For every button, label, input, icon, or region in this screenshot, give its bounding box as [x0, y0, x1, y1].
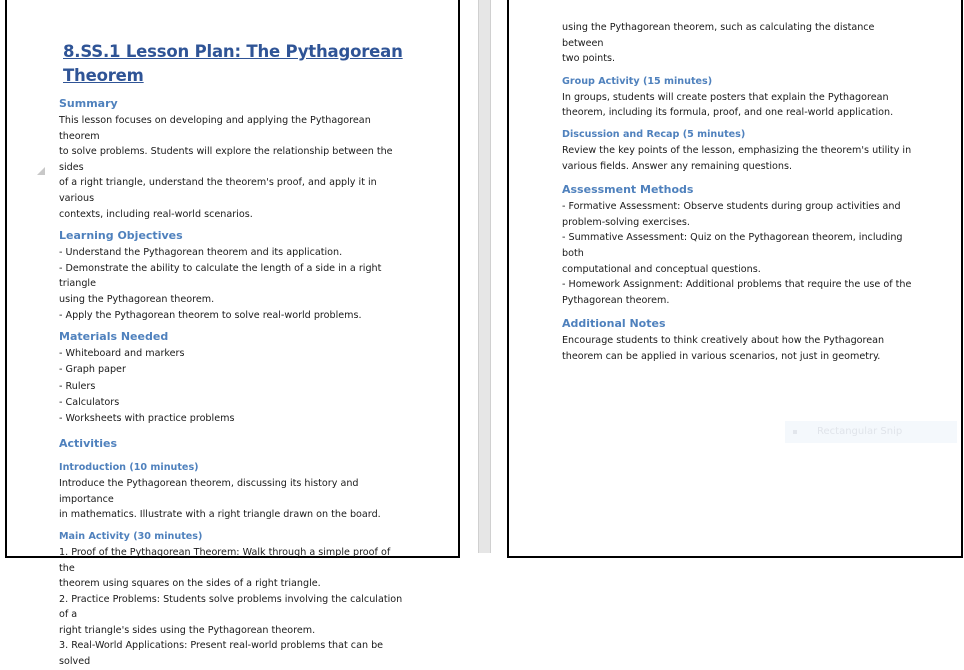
- text-line: two points.: [562, 53, 616, 65]
- snip-overlay-button[interactable]: [785, 421, 957, 443]
- text-line: - Rulers: [59, 380, 96, 392]
- heading-additional-notes: Additional Notes: [562, 317, 666, 331]
- document-title: 8.SS.1 Lesson Plan: The Pythagorean Theorem: [63, 42, 403, 85]
- text-line: 1. Proof of the Pythagorean Theorem: Walk through a simple proof of the: [59, 546, 391, 574]
- text-line: theorem using squares on the sides of a right triangle.: [59, 578, 321, 590]
- text-line: right triangle's sides using the Pythagorean theorem.: [59, 624, 316, 636]
- heading-assessment: Assessment Methods: [562, 183, 694, 197]
- text-line: - Apply the Pythagorean theorem to solve real-world problems.: [59, 309, 362, 321]
- text-line: - Summative Assessment: Quiz on the Pythagorean theorem, including both: [562, 232, 903, 259]
- text-line: This lesson focuses on developing and applying the Pythagorean theorem: [59, 115, 371, 142]
- text-line: - Demonstrate the ability to calculate the length of a side in a right triangle: [59, 262, 382, 290]
- text-line: Encourage students to think creatively about how the Pythagorean: [562, 335, 885, 347]
- notes-text: [562, 333, 912, 364]
- main-activity-text: [59, 545, 409, 670]
- continued-text: [562, 20, 912, 67]
- group-activity-text: [562, 90, 912, 121]
- text-line: of a right triangle, understand the theorem's proof, and apply it in various: [59, 177, 377, 204]
- heading-main-activity: Main Activity (30 minutes): [59, 530, 203, 542]
- text-line: contexts, including real-world scenarios.: [59, 208, 253, 220]
- text-line: In groups, students will create posters that explain the Pythagorean: [562, 91, 889, 103]
- document-page-2: [507, 0, 963, 558]
- text-line: computational and conceptual questions.: [562, 263, 761, 275]
- text-line: theorem, including its formula, proof, and one real-world application.: [562, 107, 894, 119]
- page-2-content: [562, 20, 912, 365]
- text-line: - Calculators: [59, 396, 120, 408]
- heading-discussion: Discussion and Recap (5 minutes): [562, 128, 746, 140]
- heading-materials: Materials Needed: [59, 330, 169, 344]
- text-line: - Worksheets with practice problems: [59, 412, 235, 424]
- heading-group-activity: Group Activity (15 minutes): [562, 75, 713, 87]
- summary-text: [59, 113, 409, 222]
- assessment-text: [562, 199, 912, 308]
- text-line: Pythagorean theorem.: [562, 294, 670, 306]
- heading-learning-objectives: Learning Objectives: [59, 229, 183, 243]
- text-line: various fields. Answer any remaining questions.: [562, 160, 793, 172]
- snip-icon: [793, 430, 797, 434]
- text-line: 3. Real-World Applications: Present real-world problems that can be solved: [59, 640, 384, 668]
- text-line: - Whiteboard and markers: [59, 348, 185, 360]
- text-line: using the Pythagorean theorem.: [59, 293, 215, 305]
- text-line: - Formative Assessment: Observe students during group activities and: [562, 201, 901, 213]
- page-1-content: [59, 40, 409, 670]
- heading-introduction: Introduction (10 minutes): [59, 462, 199, 474]
- discussion-text: [562, 143, 912, 174]
- text-line: problem-solving exercises.: [562, 216, 690, 228]
- collapse-heading-icon[interactable]: [37, 167, 45, 175]
- document-page-1: [5, 0, 460, 668]
- text-line: - Understand the Pythagorean theorem and its application.: [59, 247, 343, 259]
- text-line: Introduce the Pythagorean theorem, discussing its history and importance: [59, 478, 359, 505]
- text-line: to solve problems. Students will explore the relationship between the sides: [59, 146, 393, 173]
- heading-activities: Activities: [59, 437, 118, 451]
- text-line: 2. Practice Problems: Students solve problems involving the calculation of a: [59, 593, 403, 621]
- heading-summary: Summary: [59, 97, 118, 110]
- text-line: - Graph paper: [59, 364, 126, 376]
- snip-label: Rectangular Snip: [817, 426, 903, 437]
- vertical-scrollbar[interactable]: [478, 0, 491, 553]
- text-line: - Homework Assignment: Additional problems that require the use of the: [562, 279, 912, 291]
- materials-list: [59, 346, 409, 427]
- introduction-text: [59, 476, 409, 523]
- text-line: theorem can be applied in various scenarios, not just in geometry.: [562, 350, 881, 362]
- text-line: Review the key points of the lesson, emphasizing the theorem's utility in: [562, 144, 912, 156]
- text-line: using the Pythagorean theorem, such as calculating the distance between: [562, 22, 875, 49]
- objectives-text: [59, 245, 409, 323]
- text-line: in mathematics. Illustrate with a right triangle drawn on the board.: [59, 509, 381, 521]
